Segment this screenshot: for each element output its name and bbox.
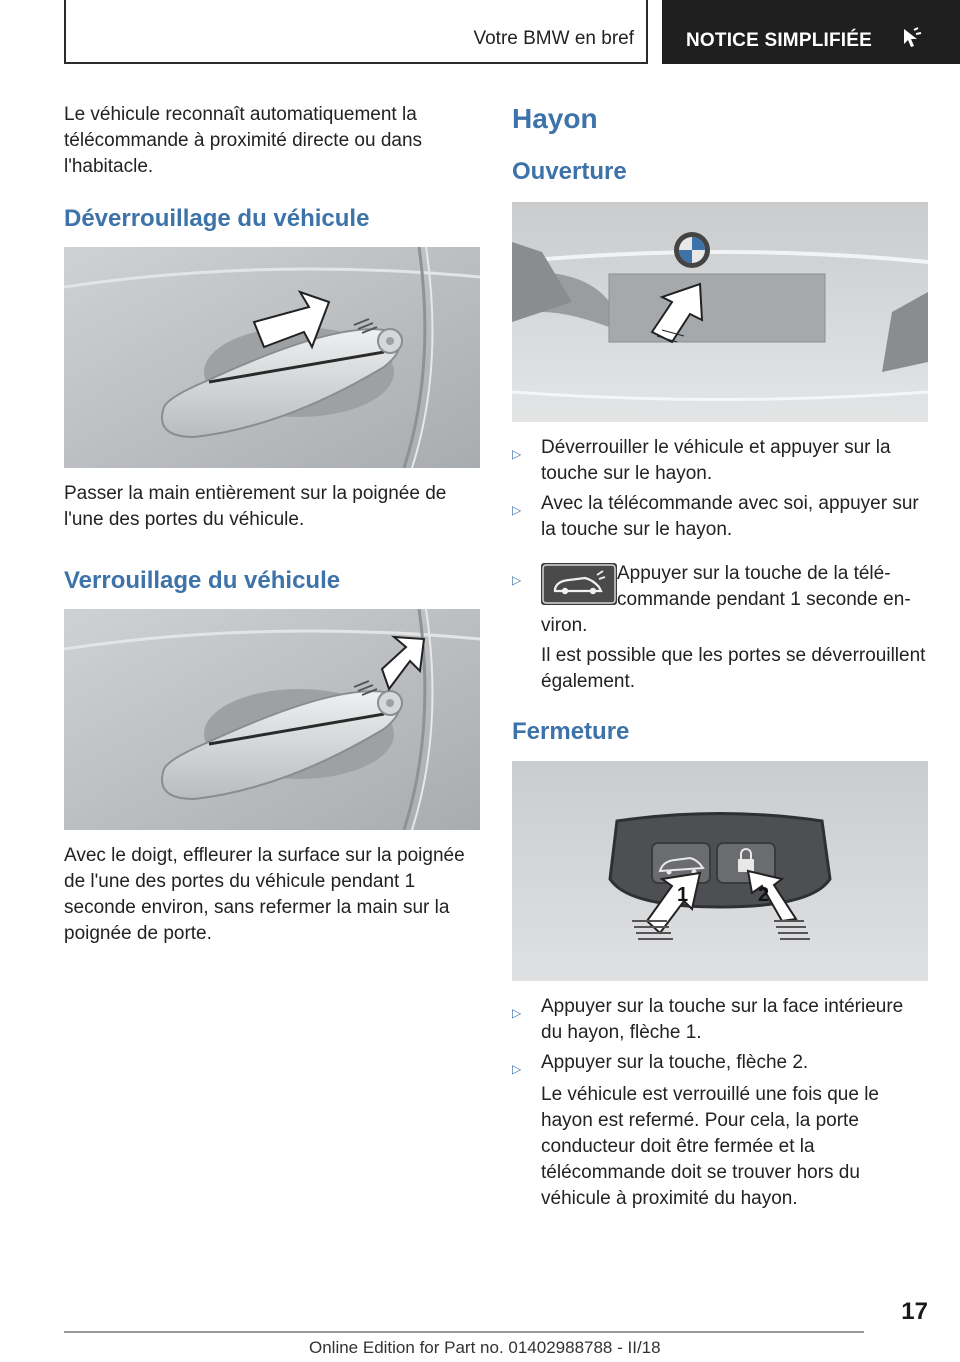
page-number: 17 bbox=[901, 1298, 928, 1325]
tailgate-closing-buttons-image bbox=[512, 761, 928, 981]
bullet-marker: ▷ bbox=[512, 503, 522, 517]
bullet-marker: ▷ bbox=[512, 1062, 522, 1076]
chapter-title: NOTICE SIMPLIFIÉE bbox=[686, 30, 873, 51]
header-right-tab bbox=[662, 0, 960, 64]
closing-note: Le véhicule est verrouillé une fois que le hayon est refermé. Pour cela, la porte conducteur doit être fermée et la télécommande doit se trouver hors du véhicule à proximité du hayon. bbox=[541, 1084, 879, 1209]
unlock-heading: Déverrouillage du véhicule bbox=[64, 205, 370, 232]
section-title: Votre BMW en bref bbox=[473, 28, 634, 49]
bullet-marker: ▷ bbox=[512, 447, 522, 461]
footer-divider bbox=[64, 1331, 864, 1333]
door-handle-lock-image bbox=[64, 609, 480, 830]
callout-1: 1 bbox=[677, 884, 689, 906]
remote-tailgate-button-image bbox=[541, 563, 617, 605]
header-left-box bbox=[64, 0, 648, 64]
bullet-marker: ▷ bbox=[512, 573, 522, 587]
bullet-text: Appuyer sur la touche sur la face intérieure du hayon, flèche 1. bbox=[541, 996, 904, 1043]
pointer-click-icon bbox=[900, 26, 924, 50]
bullet-text: Avec la télécommande avec soi, appuyer sur la touche sur le hayon. bbox=[541, 493, 919, 540]
bullet-text: Déverrouiller le véhicule et appuyer sur la touche sur le hayon. bbox=[541, 437, 891, 484]
closing-heading: Fermeture bbox=[512, 718, 630, 745]
tailgate-title: Hayon bbox=[512, 103, 598, 134]
remote-note: Il est possible que les portes se déverrouillent également. bbox=[541, 645, 926, 692]
unlock-caption: Passer la main entièrement sur la poignée de l'une des portes du véhicule. bbox=[64, 483, 447, 530]
callout-2: 2 bbox=[758, 884, 770, 906]
remote-bullet-line-1: Appuyer sur la touche de la télé- bbox=[617, 563, 891, 584]
lock-caption: Avec le doigt, effleurer la surface sur la poignée de l'une des portes du véhicule pendant 1 seconde environ, sans refermer la main sur la poignée de porte. bbox=[64, 845, 465, 944]
edition-text: Online Edition for Part no. 01402988788 - II/18 bbox=[309, 1338, 661, 1357]
intro-paragraph: Le véhicule reconnaît automatiquement la télécommande à proximité directe ou dans l'habitacle. bbox=[64, 104, 423, 177]
lock-heading: Verrouillage du véhicule bbox=[64, 567, 341, 594]
tailgate-opening-image bbox=[512, 202, 928, 422]
bullet-text: Appuyer sur la touche, flèche 2. bbox=[541, 1052, 809, 1073]
car-tailgate-icon bbox=[541, 563, 617, 605]
opening-heading: Ouverture bbox=[512, 158, 627, 185]
door-handle-unlock-image bbox=[64, 247, 480, 468]
remote-bullet-line-3: viron. bbox=[541, 615, 588, 636]
remote-bullet-line-2: commande pendant 1 seconde en- bbox=[617, 589, 911, 610]
bullet-marker: ▷ bbox=[512, 1006, 522, 1020]
